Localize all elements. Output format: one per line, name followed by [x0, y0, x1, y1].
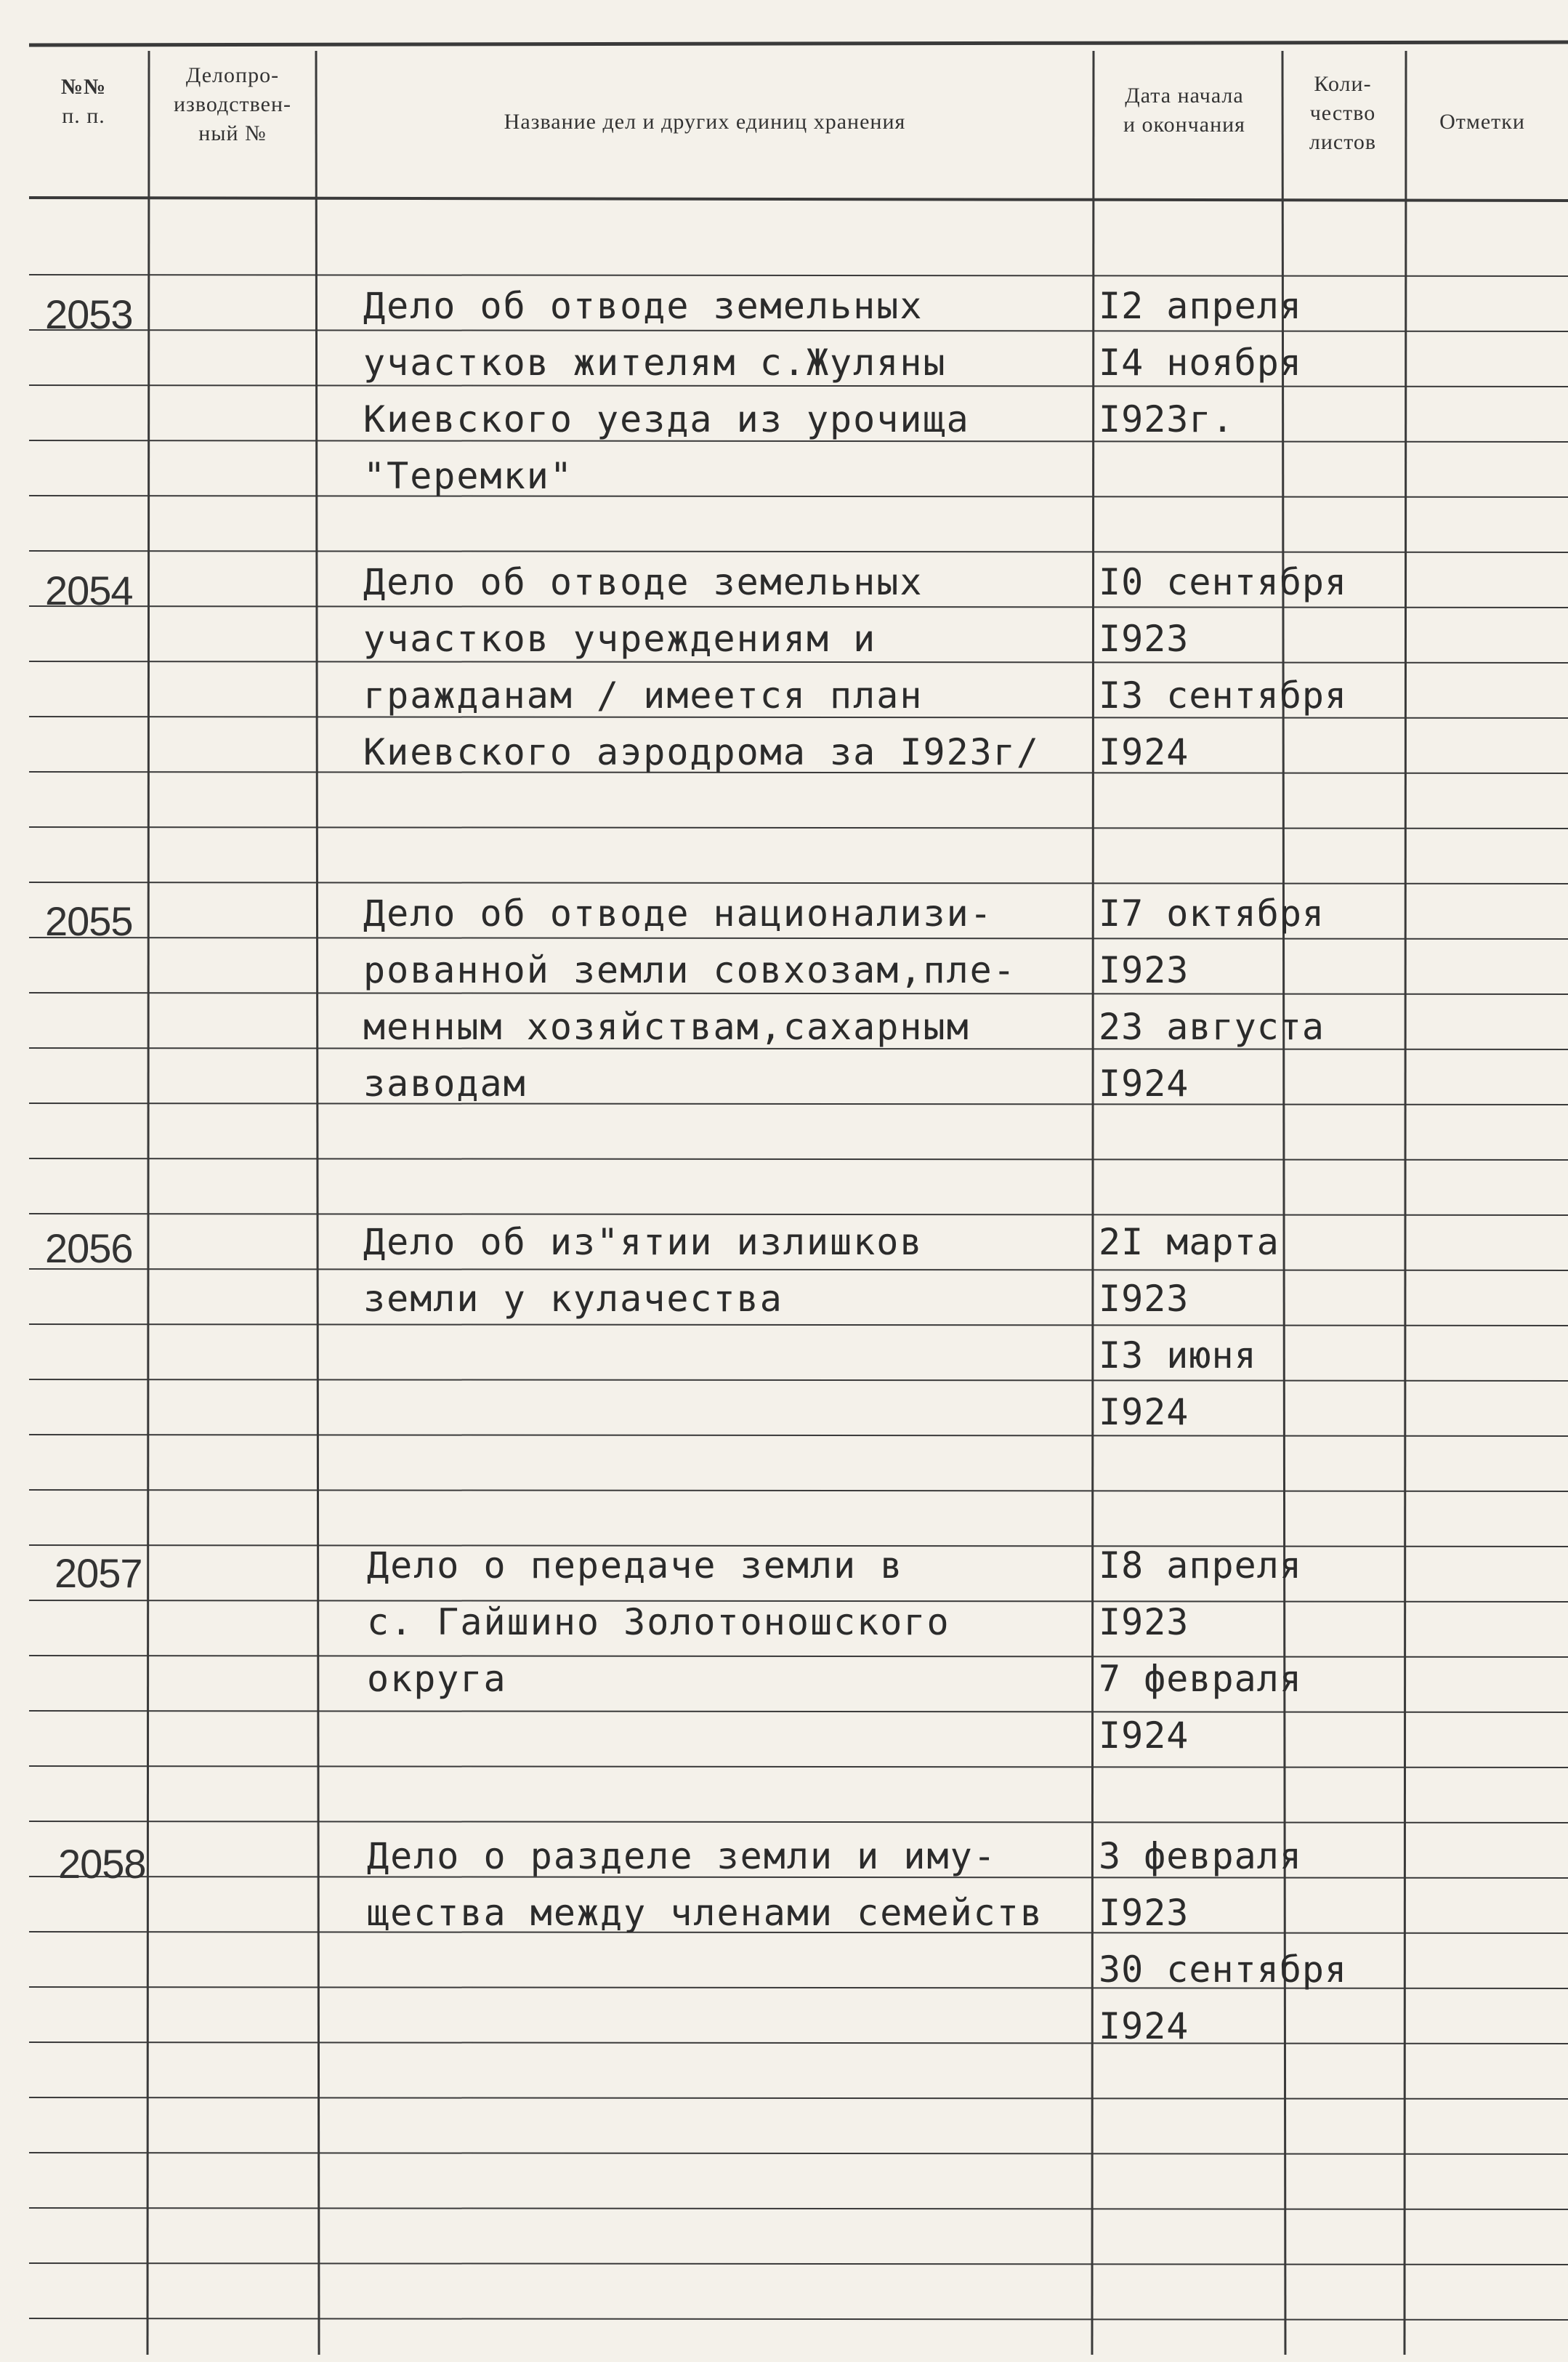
header-sheets-line3: листов: [1309, 130, 1377, 154]
ruled-row-line: [29, 2097, 1568, 2099]
record-number: 2056: [45, 1225, 133, 1271]
top-rule: [29, 42, 1568, 45]
ruled-row-line: [29, 496, 1568, 497]
ruled-row-line: [29, 717, 1568, 718]
header-bottom-rule: [29, 198, 1568, 201]
header-number-line1: №№: [60, 75, 107, 99]
record-title-line: земли у кулачества: [363, 1278, 783, 1320]
record-date-line: I924: [1099, 2005, 1189, 2047]
record-date-line: 7 февраля: [1099, 1658, 1302, 1700]
record-date-line: I4 ноября: [1099, 342, 1302, 384]
record-title-line: "Теремки": [363, 455, 573, 497]
record-date-line: I923: [1099, 1892, 1189, 1934]
ruled-row-line: [29, 2042, 1568, 2044]
ruled-row-line: [29, 1214, 1568, 1215]
record-title-line: участков учреждениям и: [363, 618, 877, 660]
record-date-line: 23 августа: [1099, 1006, 1325, 1048]
ruled-row-line: [29, 330, 1568, 331]
record-date-line: I923: [1099, 1601, 1189, 1643]
record-date-line: I924: [1099, 1714, 1189, 1757]
record-title-line: Дело об отводе национализи-: [363, 892, 993, 935]
header-notes: Отметки: [1439, 110, 1525, 134]
record-number: 2055: [45, 898, 133, 944]
ruled-row-line: [29, 1711, 1568, 1712]
ruled-row-line: [29, 1821, 1568, 1823]
header-sheets: [1285, 70, 1401, 157]
record-title-line: Дело об отводе земельных: [363, 285, 924, 327]
record-title-line: Дело об из"ятии излишков: [363, 1221, 924, 1263]
record-date-line: I924: [1099, 1063, 1189, 1105]
header-office-line3: ный №: [198, 121, 267, 145]
record-title-line: Киевского уезда из урочища: [363, 398, 970, 440]
header-dates: [1097, 81, 1272, 140]
ruled-row-line: [29, 2263, 1568, 2265]
column-divider: [1092, 51, 1094, 2355]
ruled-row-line: [29, 1490, 1568, 1491]
header-number-line2: п. п.: [62, 104, 105, 128]
ruled-row-line: [29, 440, 1568, 442]
record-number: 2053: [45, 291, 133, 337]
record-date-line: I8 апреля: [1099, 1544, 1302, 1587]
ruled-row-line: [29, 551, 1568, 552]
record-date-line: I2 апреля: [1099, 285, 1302, 327]
ruled-row-line: [29, 882, 1568, 884]
record-date-line: I923: [1099, 949, 1189, 991]
header-dates-line1: Дата начала: [1125, 84, 1244, 108]
record-number: 2054: [45, 568, 133, 613]
record-number: 2057: [54, 1550, 142, 1596]
header-office-line2: изводствен-: [173, 92, 292, 116]
record-date-line: I923: [1099, 618, 1189, 660]
ruled-row-line: [29, 661, 1568, 663]
ruled-row-line: [29, 2208, 1568, 2209]
ruled-row-line: [29, 1435, 1568, 1436]
record-date-line: I924: [1099, 1391, 1189, 1433]
ruled-row-line: [29, 1656, 1568, 1657]
header-office-number: [153, 61, 312, 148]
record-title-line: Киевского аэродрома за I923г/: [363, 731, 1040, 773]
ruled-row-line: [29, 385, 1568, 387]
ruled-row-line: [29, 1379, 1568, 1381]
header-office-line1: Делопро-: [185, 63, 280, 87]
record-number: 2058: [58, 1841, 146, 1887]
record-date-line: I3 сентября: [1099, 674, 1348, 717]
record-date-line: 30 сентября: [1099, 1948, 1348, 1991]
header-dates-line2: и окончания: [1123, 113, 1245, 137]
record-date-line: I7 октября: [1099, 892, 1325, 935]
ruled-row-line: [29, 1324, 1568, 1326]
header-sheets-line1: Коли-: [1314, 72, 1372, 96]
record-date-line: I924: [1099, 731, 1189, 773]
column-divider: [316, 51, 319, 2355]
record-title-line: щества между членами семейств: [367, 1892, 1043, 1934]
header-title: Название дел и других единиц хранения: [504, 110, 906, 134]
ruled-row-line: [29, 1048, 1568, 1049]
record-date-line: 3 февраля: [1099, 1835, 1302, 1877]
record-date-line: I923: [1099, 1278, 1189, 1320]
header-number: [29, 73, 138, 131]
record-title-line: с. Гайшино Золотоношского: [367, 1601, 950, 1643]
ruled-row-line: [29, 2318, 1568, 2320]
ruled-row-line: [29, 827, 1568, 829]
record-date-line: I0 сентября: [1099, 561, 1348, 603]
ruled-row-line: [29, 1103, 1568, 1105]
record-title-line: участков жителям с.Жуляны: [363, 342, 947, 384]
column-divider: [147, 51, 149, 2355]
ruled-row-line: [29, 606, 1568, 608]
ruled-row-line: [29, 1158, 1568, 1160]
record-title-line: гражданам / имеется план: [363, 674, 924, 717]
record-title-line: рованной земли совхозам,пле-: [363, 949, 1017, 991]
record-title-line: Дело о разделе земли и иму-: [367, 1835, 997, 1877]
record-date-line: I923г.: [1099, 398, 1234, 440]
record-title-line: Дело об отводе земельных: [363, 561, 924, 603]
ruled-row-line: [29, 1766, 1568, 1768]
record-date-line: I3 июня: [1099, 1334, 1257, 1377]
ruled-row-line: [29, 993, 1568, 994]
record-title-line: Дело о передаче земли в: [367, 1544, 904, 1587]
ruled-row-line: [29, 2153, 1568, 2154]
ruled-row-line: [29, 1269, 1568, 1270]
record-date-line: 2I марта: [1099, 1221, 1280, 1263]
record-title-line: менным хозяйствам,сахарным: [363, 1006, 970, 1048]
header-sheets-line2: чество: [1309, 101, 1376, 125]
record-title-line: заводам: [363, 1063, 527, 1105]
column-divider: [1282, 51, 1285, 2355]
record-title-line: округа: [367, 1658, 507, 1700]
ruled-row-line: [29, 938, 1568, 939]
column-divider: [1405, 51, 1406, 2355]
ruled-row-line: [29, 275, 1568, 276]
